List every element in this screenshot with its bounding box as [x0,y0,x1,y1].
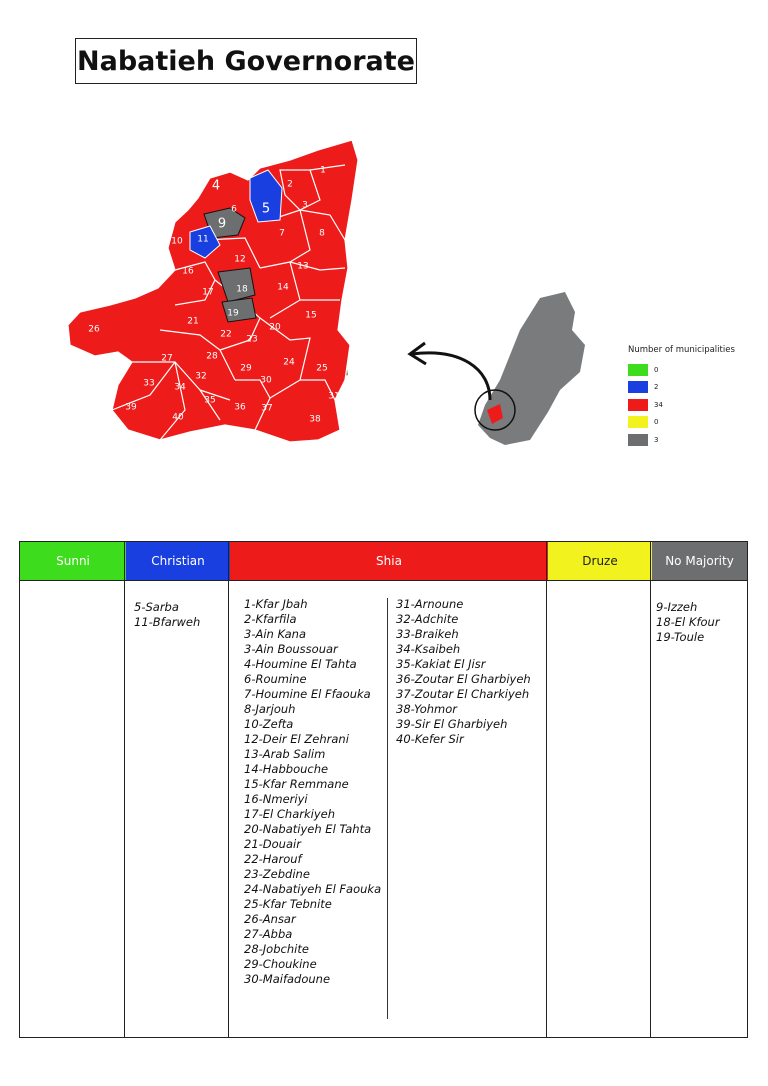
column-divider [546,542,547,1037]
legend-value: 34 [654,400,663,409]
list-item: 3-Ain Boussouar [244,642,338,656]
header-druze [548,542,652,581]
list-item: 35-Kakiat El Jisr [396,657,486,671]
list-item: 29-Choukine [244,957,317,971]
municipality-label: 29 [240,363,252,374]
municipality-label: 33 [143,378,155,389]
list-item: 23-Zebdine [244,867,310,881]
municipality-label: 2 [287,179,293,190]
list-item: 3-Ain Kana [244,627,306,641]
legend-item [628,414,768,432]
no-majority-list [656,600,746,645]
list-item: 27-Abba [244,927,293,941]
municipality-label: 34 [174,382,186,393]
header-druze-label: Druze [582,554,618,568]
list-item: 38-Yohmor [396,702,457,716]
municipality-label: 1 [320,165,326,176]
municipality-label: 17 [202,287,214,298]
municipality-label: 13 [297,261,309,272]
legend-title: Number of municipalities [628,345,735,355]
list-item: 7-Houmine El Ffaouka [244,687,371,701]
legend-value: 3 [654,435,659,444]
religion-table [19,541,748,1038]
shia-list-2 [396,597,544,747]
map-legend [628,345,768,449]
header-sunni-label: Sunni [56,554,90,568]
legend-swatch [628,416,648,428]
legend-swatch [628,381,648,393]
municipality-label: 39 [125,402,137,413]
header-christian-label: Christian [151,554,205,568]
list-item: 11-Bfarweh [134,615,201,629]
municipality-label: 15 [305,310,317,321]
municipality-label: 3 [302,200,308,211]
legend-swatch [628,399,648,411]
pointer-arrow [412,353,490,400]
municipality-label: 30 [260,375,272,386]
municipality-label: 36 [234,402,246,413]
list-item: 15-Kfar Remmane [244,777,349,791]
legend-item [628,379,768,397]
legend-item [628,431,768,449]
legend-value: 2 [654,383,659,392]
page-title: Nabatieh Governorate [75,38,417,84]
municipality-label: 8 [319,228,325,239]
municipality-label: 7 [279,228,285,239]
legend-item [628,361,768,379]
list-item: 16-Nmeriyi [244,792,308,806]
list-item: 5-Sarba [134,600,179,614]
column-divider [650,542,651,1037]
list-item: 13-Arab Salim [244,747,326,761]
municipality-label: 28 [206,351,218,362]
list-item: 9-Izzeh [656,600,698,614]
list-item: 36-Zoutar El Gharbiyeh [396,672,531,686]
municipality-label: 21 [187,316,199,327]
list-item: 34-Ksaibeh [396,642,461,656]
list-item: 1-Kfar Jbah [244,597,308,611]
municipality-label: 18 [236,284,248,295]
header-no-majority [652,542,747,581]
list-item: 24-Nabatiyeh El Faouka [244,882,382,896]
list-item: 37-Zoutar El Charkiyeh [396,687,530,701]
header-no-majority-label: No Majority [665,554,734,568]
list-item: 2-Kfarfila [244,612,297,626]
shia-list-1 [244,597,386,987]
list-item: 12-Deir El Zehrani [244,732,349,746]
legend-swatch [628,434,648,446]
list-item: 18-El Kfour [656,615,720,629]
list-item: 22-Harouf [244,852,302,866]
legend-swatch [628,364,648,376]
list-item: 30-Maifadoune [244,972,331,986]
municipality-label: 6 [231,204,237,215]
municipality-label: 23 [246,334,258,345]
list-item: 21-Douair [244,837,301,851]
municipality-label: 25 [316,363,328,374]
column-divider [228,542,229,1037]
municipality-label: 9 [217,216,227,232]
municipality-label: 22 [220,329,232,340]
list-item: 10-Zefta [244,717,294,731]
list-item: 20-Nabatiyeh El Tahta [244,822,372,836]
municipality-label: 24 [283,357,295,368]
municipality-label: 14 [277,282,289,293]
list-item: 17-El Charkiyeh [244,807,336,821]
header-sunni [20,542,126,581]
list-item: 33-Braikeh [396,627,459,641]
list-item: 31-Arnoune [396,597,464,611]
municipality-label: 27 [161,353,173,364]
municipality-label: 32 [195,371,207,382]
list-item: 32-Adchite [396,612,459,626]
list-item: 28-Jobchite [244,942,309,956]
shia-column-divider [387,598,388,1019]
list-item: 8-Jarjouh [244,702,296,716]
list-item: 19-Toule [656,630,705,644]
list-item: 25-Kfar Tebnite [244,897,332,911]
municipality-label: 37 [261,403,273,414]
list-item: 4-Houmine El Tahta [244,657,357,671]
municipality-label: 35 [204,395,216,406]
legend-value: 0 [654,365,659,374]
header-shia [230,542,548,581]
christian-list [134,600,226,630]
municipality-label: 19 [227,308,239,319]
column-divider [124,542,125,1037]
municipality-label: 12 [234,254,246,265]
list-item: 14-Habbouche [244,762,329,776]
municipality-label: 5 [261,201,271,217]
header-shia-label: Shia [376,554,402,568]
municipality-label: 11 [197,234,209,245]
legend-item [628,396,768,414]
municipality-label: 16 [182,266,194,277]
list-item: 39-Sir El Gharbiyeh [396,717,508,731]
municipality-label: 26 [88,324,100,335]
municipality-label: 31 [328,391,340,402]
list-item: 26-Ansar [244,912,296,926]
municipality-label: 4 [211,178,221,194]
header-christian [126,542,230,581]
list-item: 6-Roumine [244,672,307,686]
municipality-label: 10 [171,236,183,247]
list-item: 40-Kefer Sir [396,732,464,746]
municipality-label: 20 [269,322,281,333]
legend-value: 0 [654,418,659,427]
municipality-label: 38 [309,414,321,425]
municipality-label: 40 [172,412,184,423]
